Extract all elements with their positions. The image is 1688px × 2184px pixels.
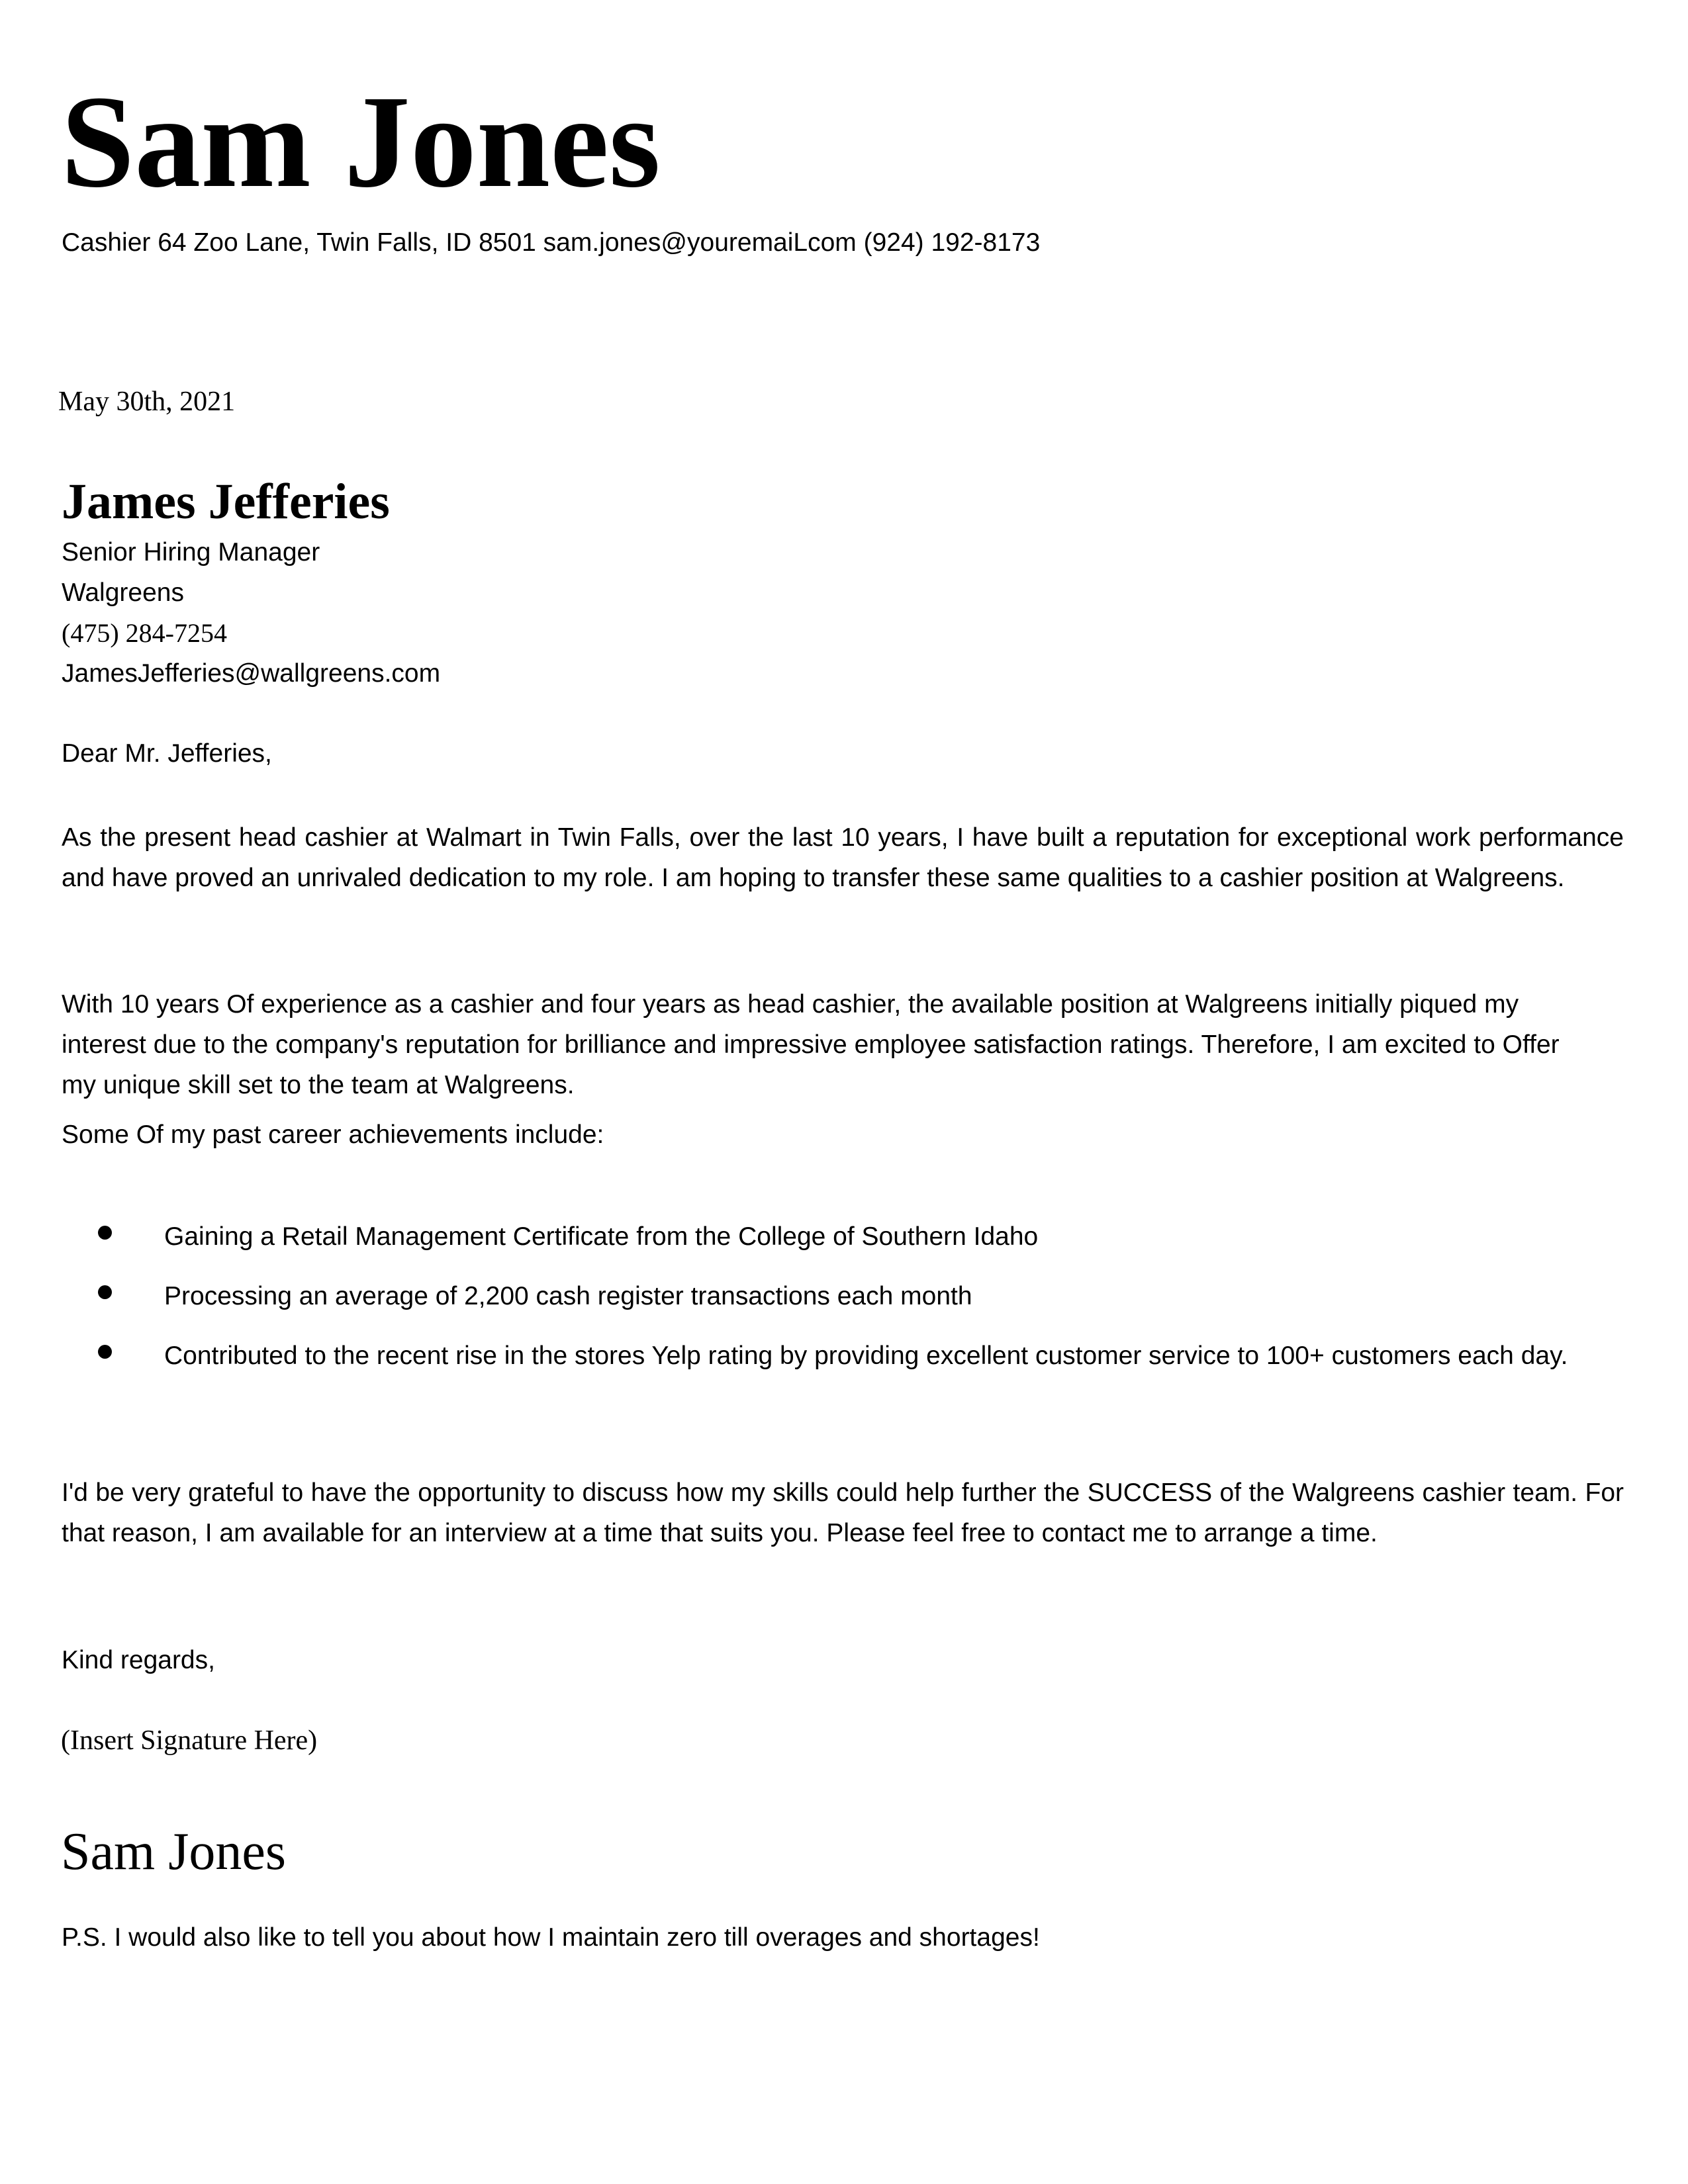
bullet-icon bbox=[98, 1226, 112, 1240]
list-item bbox=[62, 1336, 1637, 1376]
signoff-name: Sam Jones bbox=[61, 1823, 286, 1881]
achievement-text: Contributed to the recent rise in the stores Yelp rating by providing excellent customer service to 100+ customers each day. bbox=[164, 1342, 1568, 1370]
list-item bbox=[62, 1276, 1637, 1316]
postscript: P.S. I would also like to tell you about how I maintain zero till overages and shortages! bbox=[62, 1923, 1040, 1952]
achievements-list bbox=[62, 1216, 1637, 1395]
recipient-block bbox=[62, 471, 1055, 694]
achievement-text: Processing an average of 2,200 cash register transactions each month bbox=[164, 1282, 972, 1310]
recipient-company: Walgreens bbox=[62, 578, 184, 607]
closing: Kind regards, bbox=[62, 1646, 215, 1674]
bullet-icon bbox=[98, 1345, 112, 1359]
bullet-icon bbox=[98, 1285, 112, 1299]
salutation: Dear Mr. Jefferies, bbox=[62, 739, 272, 768]
achievement-text: Gaining a Retail Management Certificate from the College of Southern Idaho bbox=[164, 1222, 1039, 1251]
recipient-phone: (475) 284-7254 bbox=[62, 618, 227, 648]
achievements-intro: Some Of my past career achievements include: bbox=[62, 1120, 604, 1149]
letter-date: May 30th, 2021 bbox=[58, 387, 236, 417]
recipient-title: Senior Hiring Manager bbox=[62, 538, 320, 567]
body-paragraph-intro: As the present head cashier at Walmart in Twin Falls, over the last 10 years, I have built a reputation for exceptional work performance and have proved an unrivaled dedication to my role. I am hoping to transfer these same qualities to a cashier position at Walgreens. bbox=[62, 823, 1624, 892]
recipient-name: James Jefferies bbox=[62, 474, 390, 529]
sender-contact-line: Cashier 64 Zoo Lane, Twin Falls, ID 8501 sam.jones@youremaiLcom (924) 192-8173 bbox=[62, 228, 1041, 257]
body-paragraph-interview: I'd be very grateful to have the opportunity to discuss how my skills could help further the SUCCESS of the Walgreens cashier team. For that reason, I am available for an interview at a time that suits you. Please feel free to contact me to arrange a time. bbox=[62, 1479, 1624, 1547]
signature-placeholder: (Insert Signature Here) bbox=[61, 1725, 318, 1756]
list-item bbox=[62, 1216, 1637, 1257]
body-paragraph-experience: With 10 years Of experience as a cashier and four years as head cashier, the available position at Walgreens initially piqued my interest due to the company's reputation for brilliance and impressive employee satisfaction ratings. Therefore, I am excited to Offer my unique skill set to the team at Walgreens. bbox=[62, 990, 1560, 1099]
sender-name: Sam Jones bbox=[61, 69, 661, 215]
recipient-email: JamesJefferies@wallgreens.com bbox=[62, 659, 441, 688]
